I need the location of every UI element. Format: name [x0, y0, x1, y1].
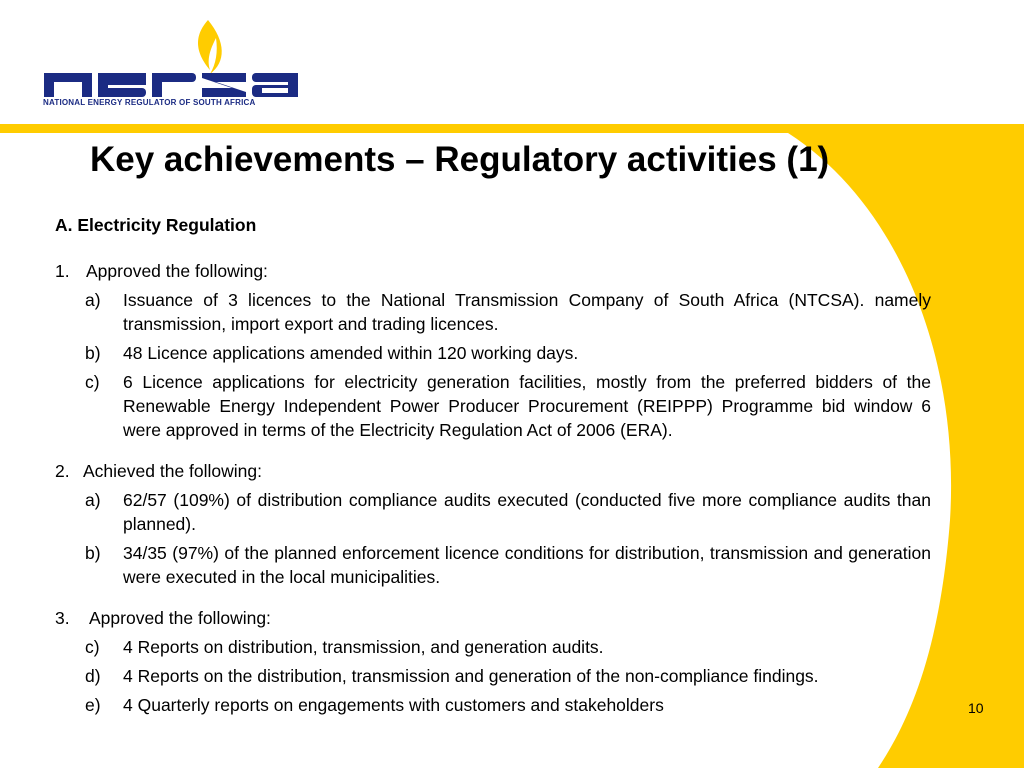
group-number: 2.	[55, 461, 70, 481]
page-number: 10	[968, 700, 984, 716]
section-heading: A. Electricity Regulation	[55, 215, 257, 235]
list-item	[55, 635, 931, 659]
item-letter: b)	[85, 543, 101, 563]
list-item	[55, 488, 931, 536]
item-text: 4 Reports on the distribution, transmission and generation of the non-compliance findings.	[123, 666, 819, 686]
achievement-group-3	[55, 606, 931, 717]
group-heading: Approved the following:	[89, 608, 271, 628]
list-item	[55, 370, 931, 442]
sub-item-list	[55, 488, 931, 589]
item-letter: e)	[85, 695, 101, 715]
group-number: 1.	[55, 261, 70, 281]
slide-content	[55, 213, 931, 722]
list-item	[55, 288, 931, 336]
item-text: 4 Reports on distribution, transmission, and generation audits.	[123, 637, 604, 657]
item-letter: d)	[85, 666, 101, 686]
item-text: 48 Licence applications amended within 120 working days.	[123, 343, 579, 363]
list-item	[55, 693, 931, 717]
sub-item-list	[55, 288, 931, 442]
group-number: 3.	[55, 608, 70, 628]
list-item	[55, 541, 931, 589]
list-item	[55, 664, 931, 688]
item-text: 34/35 (97%) of the planned enforcement licence conditions for distribution, transmission and generation were executed in the local municipalities.	[123, 543, 931, 587]
achievement-group-2	[55, 459, 931, 589]
achievement-group-1	[55, 259, 931, 442]
logo-tagline: NATIONAL ENERGY REGULATOR OF SOUTH AFRICA	[43, 98, 256, 107]
item-letter: a)	[85, 490, 101, 510]
item-letter: a)	[85, 290, 101, 310]
item-text: Issuance of 3 licences to the National Transmission Company of South Africa (NTCSA). namely transmission, import export and trading licences.	[123, 290, 931, 334]
group-heading: Approved the following:	[86, 261, 268, 281]
item-text: 6 Licence applications for electricity generation facilities, mostly from the preferred bidders of the Renewable Energy Independent Power Producer Procurement (REIPPP) Programme bid window 6 were approved in terms of the Electricity Regulation Act of 2006 (ERA).	[123, 372, 931, 440]
item-letter: c)	[85, 637, 100, 657]
item-letter: b)	[85, 343, 101, 363]
group-heading: Achieved the following:	[83, 461, 262, 481]
sub-item-list	[55, 635, 931, 717]
nersa-logo	[40, 18, 302, 110]
item-text: 4 Quarterly reports on engagements with customers and stakeholders	[123, 695, 664, 715]
list-item	[55, 341, 931, 365]
item-text: 62/57 (109%) of distribution compliance audits executed (conducted five more compliance audits than planned).	[123, 490, 931, 534]
slide-title: Key achievements – Regulatory activities (1)	[90, 140, 830, 179]
item-letter: c)	[85, 372, 100, 392]
